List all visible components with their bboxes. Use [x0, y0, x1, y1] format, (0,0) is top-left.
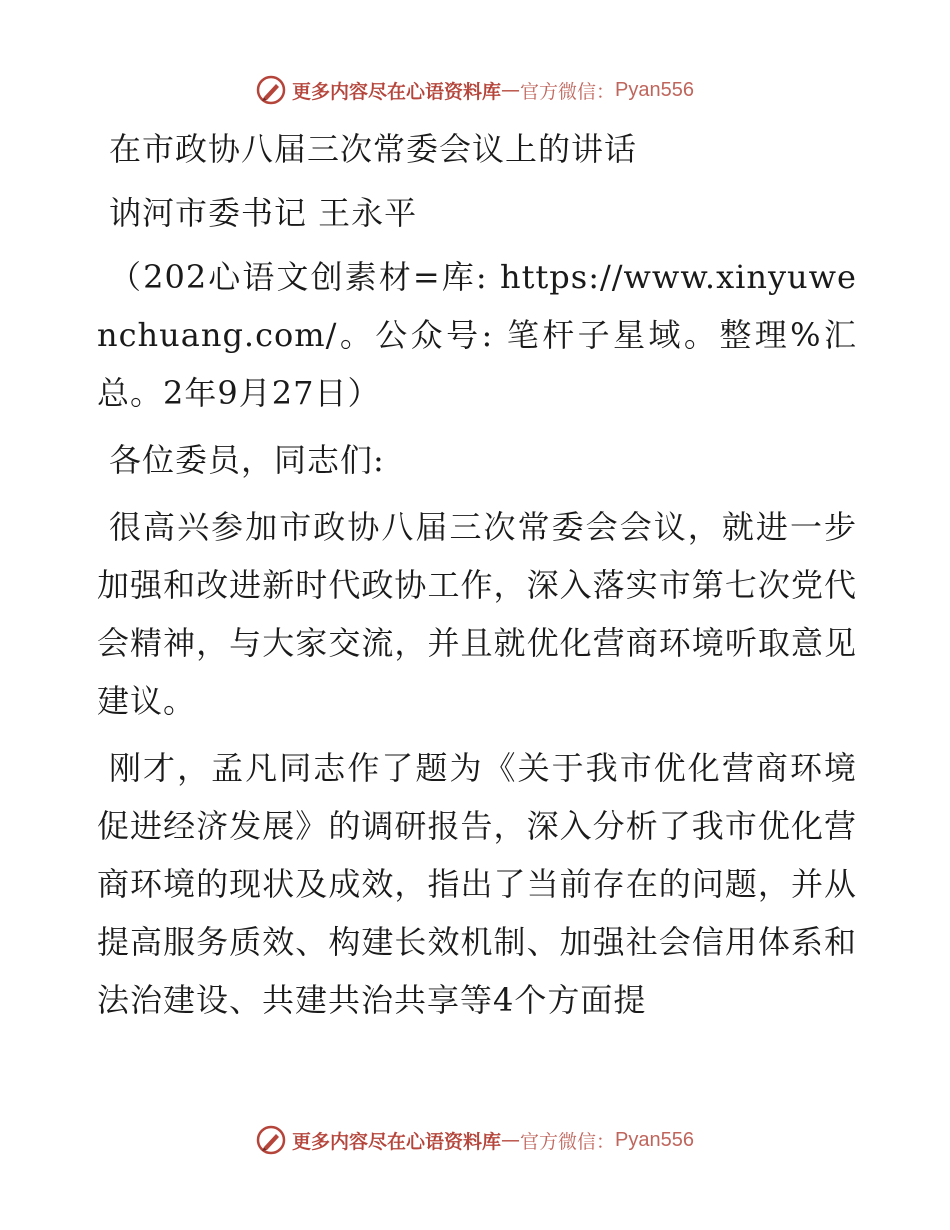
source-note: （202心语文创素材=库: https://www.xinyuwenchuang.com/。公众号: 笔杆子星域。整理%汇总。2年9月27日） [97, 258, 857, 412]
paragraph-1: 很高兴参加市政协八届三次常委会会议，就进一步加强和改进新时代政协工作，深入落实市第七次党代会精神，与大家交流，并且就优化营商环境听取意见建议。 [97, 508, 857, 720]
banner-separator: — [501, 79, 521, 101]
banner-wechat-id: Pyan556 [615, 78, 694, 101]
banner-wechat-label: 官方微信： [520, 80, 616, 103]
banner-main-text: 更多内容尽在心语资料库 [292, 1130, 502, 1153]
header-banner [0, 70, 950, 110]
pen-logo-icon [256, 1125, 286, 1155]
document-body [97, 120, 857, 1038]
paragraph-2: 刚才，孟凡同志作了题为《关于我市优化营商环境 促进经济发展》的调研报告，深入分析了我市优化营商环境的现状及成效，指出了当前存在的问题，并从提高服务质效、构建长效机制、加强社会信用体系和法治建设、共建共治共享等4个方面提 [97, 749, 857, 1019]
footer-banner [0, 1120, 950, 1160]
pen-logo-icon [256, 75, 286, 105]
banner-wechat-label: 官方微信： [520, 1130, 616, 1153]
document-author: 讷河市委书记 王永平 [109, 194, 418, 232]
banner-main-text: 更多内容尽在心语资料库 [292, 80, 502, 103]
salutation: 各位委员，同志们: [109, 441, 385, 479]
banner-wechat-id: Pyan556 [615, 1128, 694, 1151]
banner-separator: — [501, 1129, 521, 1151]
document-title: 在市政协八届三次常委会议上的讲话 [109, 130, 638, 168]
